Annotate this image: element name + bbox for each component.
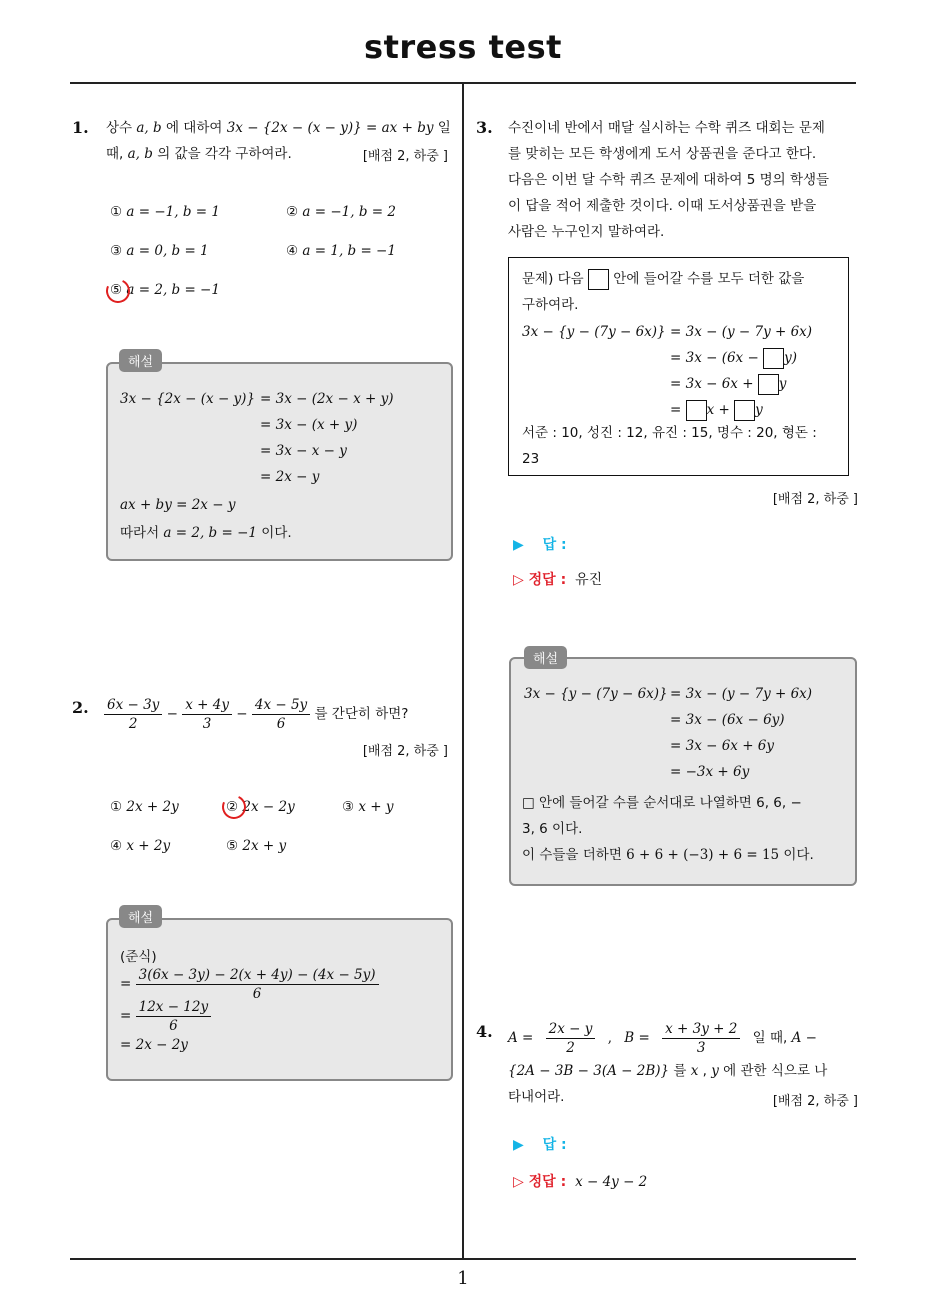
q1-score: [배점 2, 하중 ]: [362, 149, 448, 164]
blank-box-icon: [734, 400, 755, 421]
q3-student-answers: 서준 : 10, 성진 : 12, 유진 : 15, 명수 : 20, 형돈 : 23: [522, 425, 817, 467]
q3-sol-explanation: □ 안에 들어갈 수를 순서대로 나열하면 6, 6, − 3, 6 이다. 이 수들을 더하면 6 + 6 + (−3) + 6 = 15 이다.: [522, 795, 814, 863]
q2-solution-tag: 해설: [119, 905, 162, 928]
q4-correct-answer-row: ▷ 정답 : x − 4y − 2: [513, 1174, 648, 1190]
q1-choice-1[interactable]: ① a = −1, b = 1: [110, 204, 220, 220]
q3-problem-eq1-left: 3x − {y − (7y − 6x)}: [522, 324, 666, 340]
q1-solution-tag: 해설: [119, 349, 162, 372]
q3-problem-line1: 문제) 다음 안에 들어갈 수를 모두 더한 값을: [522, 266, 804, 292]
q1-number: 1.: [72, 118, 89, 137]
q2-choice-4[interactable]: ④ x + 2y: [110, 838, 171, 854]
q1-choice-2[interactable]: ② a = −1, b = 2: [286, 204, 396, 220]
q2-sol-frac1: = $\frac{3(6x - 3y) - 2(x + 4y) - (4x - 5y)}{6}$: [120, 966, 379, 1003]
q2-sol-line4: = 2x − 2y: [120, 1037, 188, 1053]
q3-sol-line4: = −3x + 6y: [670, 764, 750, 780]
q3-solution-tag: 해설: [524, 646, 567, 669]
page-title: stress test: [364, 28, 562, 66]
q3-problem-line2: 구하여라.: [522, 297, 579, 313]
play-arrow-icon: ▶: [513, 1137, 524, 1153]
q4-line2: {2A − 3B − 3(A − 2B)} 를 x , y 에 관한 식으로 나: [508, 1063, 828, 1079]
q3-problem-eq4: = x + y: [670, 400, 763, 421]
q3-correct-answer-row: ▷ 정답 : 유진: [513, 572, 603, 588]
q3-problem-eq1-right: = 3x − (y − 7y + 6x): [670, 324, 813, 340]
q1-sol-line5: ax + by = 2x − y: [120, 497, 236, 513]
q1-choice-5[interactable]: ⑤ a = 2, b = −1: [110, 282, 220, 298]
play-arrow-icon: ▶: [513, 537, 524, 553]
column-divider: [462, 84, 464, 1260]
q1-choice-4[interactable]: ④ a = 1, b = −1: [286, 243, 396, 259]
blank-box-icon: [588, 269, 609, 290]
q3-sol-line2: = 3x − (6x − 6y): [670, 712, 785, 728]
q1-sol-line1-right: = 3x − (2x − x + y): [260, 391, 394, 407]
q2-sol-frac2: = $\frac{12x - 12y}{6}$: [120, 998, 211, 1035]
q4-number: 4.: [476, 1022, 493, 1041]
q2-choice-2[interactable]: ② 2x − 2y: [226, 799, 295, 815]
q1-sol-line1-left: 3x − {2x − (x − y)}: [120, 391, 256, 407]
q3-problem-eq3: = 3x − 6x + y: [670, 374, 786, 395]
q4-line3: 타내어라.: [508, 1089, 565, 1105]
blank-box-icon: [758, 374, 779, 395]
q3-sol-line1-left: 3x − {y − (7y − 6x)}: [524, 686, 668, 702]
q3-problem-eq2: = 3x − (6x − y): [670, 348, 797, 369]
q1-selected-mark-icon: [103, 276, 134, 307]
q2-choice-1[interactable]: ① 2x + 2y: [110, 799, 179, 815]
q2-number: 2.: [72, 698, 89, 717]
q3-text: 수진이네 반에서 매달 실시하는 수학 퀴즈 대회는 문제 를 맞히는 모든 학생에게 도서 상품권을 준다고 한다. 다음은 이번 달 수학 퀴즈 문제에 대하여 5 명의 학생들 이 답을 적어 제출한 것이다. 이때 도서상품권을 받을 사람은 누구인지 말하여라.: [508, 120, 830, 240]
q1-sol-line4: = 2x − y: [260, 469, 320, 485]
q3-sol-line1-right: = 3x − (y − 7y + 6x): [670, 686, 813, 702]
outline-arrow-icon: ▷: [513, 572, 524, 588]
q3-answer-row: ▶ 답 :: [513, 537, 567, 553]
q2-choice-3[interactable]: ③ x + y: [342, 799, 394, 815]
q1-text: 상수 a, b 에 대하여 3x − {2x − (x − y)} = ax + by 일 때, a, b 의 값을 각각 구하여라.: [106, 120, 451, 162]
q1-sol-line6: 따라서 a = 2, b = −1 이다.: [120, 525, 292, 541]
blank-box-icon: [763, 348, 784, 369]
page-number: 1: [457, 1268, 469, 1289]
q3-score: [배점 2, 하중 ]: [772, 492, 858, 507]
q1-choice-3[interactable]: ③ a = 0, b = 1: [110, 243, 209, 259]
footer-rule: [70, 1258, 856, 1260]
q4-answer-row: ▶ 답 :: [513, 1137, 567, 1153]
q4-line1: A = $\frac{2x - y}{2}$ , B = $\frac{x + 3y + 2}{3}$ 일 때, A −: [508, 1021, 817, 1056]
q2-score: [배점 2, 하중 ]: [362, 744, 448, 759]
q2-choice-5[interactable]: ⑤ 2x + y: [226, 838, 287, 854]
q1-sol-line3: = 3x − x − y: [260, 443, 347, 459]
q2-expression: $\frac{6x - 3y}{2}$ − $\frac{x + 4y}{3}$ − $\frac{4x - 5y}{6}$ 를 간단히 하면?: [104, 696, 408, 733]
q4-score: [배점 2, 하중 ]: [772, 1094, 858, 1109]
q3-sol-line3: = 3x − 6x + 6y: [670, 738, 775, 754]
q2-selected-mark-icon: [219, 792, 250, 823]
outline-arrow-icon: ▷: [513, 1174, 524, 1190]
q2-sol-line1: (준식): [120, 949, 157, 965]
blank-box-icon: [686, 400, 707, 421]
q3-number: 3.: [476, 118, 493, 137]
q1-sol-line2: = 3x − (x + y): [260, 417, 358, 433]
